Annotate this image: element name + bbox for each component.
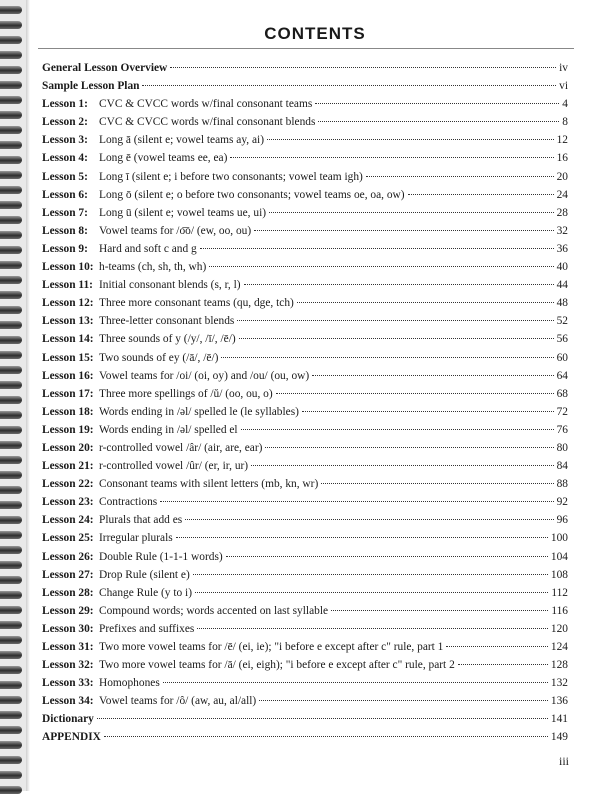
toc-entry — [42, 406, 568, 424]
entry-page-number: 132 — [550, 677, 568, 690]
entry-page-number: 100 — [550, 532, 568, 545]
entry-title: Vowel teams for /o͞o/ (ew, oo, ou) — [99, 224, 252, 237]
lesson-number: Lesson 6: — [42, 188, 88, 201]
binding-coil — [0, 81, 22, 89]
entry-page-number: 8 — [562, 116, 568, 129]
toc-entry — [42, 424, 568, 442]
lesson-number: Lesson 16: — [42, 369, 94, 382]
binding-coil — [0, 681, 22, 689]
binding-coil — [0, 741, 22, 749]
toc-entry — [42, 297, 568, 315]
binding-coil — [0, 576, 22, 584]
lesson-number: Lesson 14: — [42, 333, 94, 346]
lesson-number: Lesson 15: — [42, 351, 94, 364]
entry-page-number: 68 — [556, 387, 568, 400]
entry-title: APPENDIX — [42, 731, 101, 744]
binding-coil — [0, 501, 22, 509]
toc-entry — [42, 152, 568, 170]
entry-title: Three more consonant teams (qu, dge, tch) — [99, 297, 294, 310]
entry-page-number: iv — [559, 62, 568, 74]
dot-leader — [458, 664, 548, 665]
binding-coil — [0, 96, 22, 104]
entry-page-number: 80 — [556, 441, 568, 454]
lesson-number: Lesson 19: — [42, 423, 94, 436]
entry-title: Hard and soft c and g — [99, 242, 197, 255]
dot-leader — [142, 85, 556, 86]
lesson-number: Lesson 12: — [42, 297, 94, 310]
entry-page-number: 108 — [550, 568, 568, 581]
toc-entry — [42, 551, 568, 569]
entry-page-number: 32 — [556, 224, 568, 237]
binding-coil — [0, 456, 22, 464]
toc-entry — [42, 352, 568, 370]
lesson-number: Lesson 20: — [42, 441, 94, 454]
lesson-number: Lesson 29: — [42, 604, 94, 617]
binding-coil — [0, 141, 22, 149]
lesson-number: Lesson 31: — [42, 641, 94, 653]
binding-coil — [0, 531, 22, 539]
binding-coil — [0, 66, 22, 74]
binding-coil — [0, 381, 22, 389]
entry-title: Sample Lesson Plan — [42, 80, 140, 93]
binding-coil — [0, 711, 22, 719]
toc-entry — [42, 243, 568, 261]
entry-title: h-teams (ch, sh, th, wh) — [99, 261, 207, 274]
entry-page-number: vi — [559, 80, 568, 93]
entry-title: Dictionary — [42, 713, 94, 726]
entry-page-number: 4 — [562, 98, 568, 111]
dot-leader — [321, 483, 553, 484]
binding-coil — [0, 351, 22, 359]
entry-title: Two more vowel teams for /ā/ (ei, eigh); "i before e except after c" rule, part 2 — [99, 659, 455, 672]
entry-title: Long ū (silent e; vowel teams ue, ui) — [99, 206, 267, 219]
toc-entry — [42, 116, 568, 134]
dot-leader — [239, 338, 554, 339]
entry-page-number: 48 — [556, 297, 568, 310]
entry-page-number: 136 — [550, 695, 568, 708]
toc-entry — [42, 460, 568, 478]
entry-title: Compound words; words accented on last syllable — [99, 604, 329, 617]
dot-leader — [297, 302, 554, 303]
dot-leader — [97, 718, 548, 719]
entry-page-number: 36 — [556, 242, 568, 255]
binding-coil — [0, 246, 22, 254]
binding-coil — [0, 546, 22, 554]
entry-title: Homophones — [99, 677, 160, 690]
binding-coil — [0, 516, 22, 524]
binding-coil — [0, 36, 22, 44]
lesson-number: Lesson 27: — [42, 568, 94, 581]
binding-coil — [0, 6, 22, 14]
entry-title: Three-letter consonant blends — [99, 315, 235, 328]
toc-entry — [42, 171, 568, 189]
toc-entry — [42, 695, 568, 713]
dot-leader — [200, 248, 554, 249]
dot-leader — [195, 592, 548, 593]
lesson-number: Lesson 30: — [42, 622, 94, 635]
title-rule — [38, 48, 574, 49]
lesson-number: Lesson 28: — [42, 586, 94, 599]
lesson-number: Lesson 21: — [42, 460, 94, 473]
binding-coil — [0, 666, 22, 674]
dot-leader — [267, 139, 554, 140]
dot-leader — [259, 700, 548, 701]
toc-entry — [42, 315, 568, 333]
dot-leader — [163, 682, 548, 683]
toc-entry — [42, 514, 568, 532]
dot-leader — [221, 357, 553, 358]
toc-entry — [42, 388, 568, 406]
dot-leader — [241, 429, 554, 430]
binding-coil — [0, 696, 22, 704]
entry-page-number: 88 — [556, 478, 568, 491]
entry-title: Long ī (silent e; i before two consonants; vowel team igh) — [99, 170, 363, 183]
entry-title: Initial consonant blends (s, r, l) — [99, 279, 241, 292]
entry-title: Two more vowel teams for /ē/ (ei, ie); "i before e except after c" rule, part 1 — [99, 641, 444, 653]
binding-coil — [0, 21, 22, 29]
dot-leader — [302, 411, 554, 412]
binding-coil — [0, 786, 22, 794]
binding-coil — [0, 261, 22, 269]
dot-leader — [254, 230, 553, 231]
entry-page-number: 20 — [556, 170, 568, 183]
binding-coil — [0, 726, 22, 734]
entry-title: Long ā (silent e; vowel teams ay, ai) — [99, 134, 265, 147]
binding-coil — [0, 306, 22, 314]
lesson-number: Lesson 13: — [42, 315, 94, 328]
entry-page-number: 92 — [556, 496, 568, 509]
entry-title: Contractions — [99, 496, 158, 509]
entry-page-number: 141 — [550, 713, 568, 726]
lesson-number: Lesson 25: — [42, 532, 94, 545]
entry-page-number: 44 — [556, 279, 568, 292]
toc-entry — [42, 189, 568, 207]
toc-entry — [42, 62, 568, 80]
dot-leader — [446, 646, 548, 647]
lesson-number: Lesson 17: — [42, 387, 94, 400]
toc-entry — [42, 225, 568, 243]
entry-page-number: 116 — [551, 604, 568, 617]
lesson-number: Lesson 8: — [42, 224, 88, 237]
dot-leader — [366, 176, 554, 177]
binding-coil — [0, 291, 22, 299]
dot-leader — [170, 67, 556, 68]
binding-coil — [0, 606, 22, 614]
binding-coil — [0, 201, 22, 209]
entry-title: Three more spellings of /ŭ/ (oo, ou, o) — [99, 387, 273, 400]
entry-page-number: 72 — [556, 405, 568, 418]
entry-title: Double Rule (1-1-1 words) — [99, 550, 223, 563]
entry-title: Words ending in /əl/ spelled el — [99, 423, 238, 436]
binding-coil — [0, 51, 22, 59]
toc-entry — [42, 80, 568, 98]
binding-coil — [0, 426, 22, 434]
binding-coil — [0, 636, 22, 644]
binding-coil — [0, 561, 22, 569]
entry-title: Vowel teams for /ô/ (aw, au, al/all) — [99, 695, 257, 708]
lesson-number: Lesson 22: — [42, 478, 94, 491]
lesson-number: Lesson 23: — [42, 496, 94, 509]
dot-leader — [197, 628, 548, 629]
entry-page-number: 16 — [556, 152, 568, 165]
binding-coil — [0, 366, 22, 374]
lesson-number: Lesson 3: — [42, 134, 88, 147]
lesson-number: Lesson 9: — [42, 242, 88, 255]
entry-page-number: 24 — [556, 188, 568, 201]
entry-title: r-controlled vowel /ûr/ (er, ir, ur) — [99, 460, 249, 473]
entry-page-number: 112 — [551, 586, 568, 599]
binding-coil — [0, 471, 22, 479]
entry-title: Prefixes and suffixes — [99, 622, 195, 635]
dot-leader — [104, 736, 548, 737]
dot-leader — [251, 465, 554, 466]
toc-entry — [42, 496, 568, 514]
binding-coil — [0, 411, 22, 419]
entry-title: Two sounds of ey (/ā/, /ē/) — [99, 351, 219, 364]
binding-coil — [0, 441, 22, 449]
binding-coil — [0, 126, 22, 134]
lesson-number: Lesson 4: — [42, 152, 88, 165]
entry-title: r-controlled vowel /âr/ (air, are, ear) — [99, 441, 263, 454]
toc-entry — [42, 605, 568, 623]
entry-title: CVC & CVCC words w/final consonant blends — [99, 116, 316, 129]
entry-page-number: 76 — [556, 423, 568, 436]
lesson-number: Lesson 2: — [42, 116, 88, 129]
entry-page-number: 64 — [556, 369, 568, 382]
spiral-binding — [0, 0, 26, 791]
entry-title: Irregular plurals — [99, 532, 173, 545]
binding-coil — [0, 336, 22, 344]
entry-title: Change Rule (y to i) — [99, 586, 193, 599]
binding-coil — [0, 651, 22, 659]
dot-leader — [265, 447, 553, 448]
entry-title: Consonant teams with silent letters (mb, kn, wr) — [99, 478, 319, 491]
dot-leader — [185, 519, 553, 520]
binding-coil — [0, 111, 22, 119]
binding-coil — [0, 156, 22, 164]
dot-leader — [160, 501, 553, 502]
lesson-number: Lesson 33: — [42, 677, 94, 690]
entry-title: Long ō (silent e; o before two consonants; vowel teams oe, oa, ow) — [99, 188, 405, 201]
lesson-number: Lesson 26: — [42, 550, 94, 563]
dot-leader — [244, 284, 554, 285]
lesson-number: Lesson 7: — [42, 206, 88, 219]
binding-coil — [0, 231, 22, 239]
binding-coil — [0, 216, 22, 224]
toc-entry — [42, 659, 568, 677]
binding-coil — [0, 591, 22, 599]
dot-leader — [276, 393, 554, 394]
entry-page-number: 84 — [556, 460, 568, 473]
toc-entry — [42, 134, 568, 152]
toc-entry — [42, 713, 568, 731]
entry-page-number: 40 — [556, 261, 568, 274]
entry-title: CVC & CVCC words w/final consonant teams — [99, 98, 313, 111]
toc-entry — [42, 623, 568, 641]
toc-entry — [42, 569, 568, 587]
dot-leader — [209, 266, 553, 267]
entry-page-number: 149 — [550, 731, 568, 744]
toc-entry — [42, 370, 568, 388]
entry-page-number: 120 — [550, 622, 568, 635]
toc-entry — [42, 532, 568, 550]
dot-leader — [230, 157, 553, 158]
dot-leader — [269, 212, 554, 213]
page-title: CONTENTS — [264, 24, 366, 43]
entry-page-number: 56 — [556, 333, 568, 346]
dot-leader — [176, 537, 548, 538]
lesson-number: Lesson 18: — [42, 405, 94, 418]
toc-entry — [42, 478, 568, 496]
binding-coil — [0, 771, 22, 779]
lesson-number: Lesson 32: — [42, 659, 94, 672]
entry-page-number: 12 — [556, 134, 568, 147]
binding-coil — [0, 321, 22, 329]
dot-leader — [408, 194, 554, 195]
entry-page-number: 124 — [550, 641, 568, 653]
dot-leader — [318, 121, 559, 122]
toc-entry — [42, 98, 568, 116]
binding-coil — [0, 171, 22, 179]
dot-leader — [226, 556, 548, 557]
dot-leader — [312, 375, 553, 376]
entry-title: Plurals that add es — [99, 514, 183, 527]
entry-title: Words ending in /əl/ spelled le (le syllables) — [99, 405, 299, 418]
binding-coil — [0, 186, 22, 194]
binding-coil — [0, 486, 22, 494]
toc-entry — [42, 261, 568, 279]
lesson-number: Lesson 34: — [42, 695, 94, 708]
binding-coil — [0, 276, 22, 284]
entry-title: Drop Rule (silent e) — [99, 568, 190, 581]
dot-leader — [237, 320, 553, 321]
entry-page-number: 96 — [556, 514, 568, 527]
lesson-number: Lesson 11: — [42, 279, 93, 292]
entry-title: Vowel teams for /oi/ (oi, oy) and /ou/ (ou, ow) — [99, 369, 310, 382]
binding-coil — [0, 396, 22, 404]
entry-title: Three sounds of y (/y/, /ī/, /ē/) — [99, 333, 236, 346]
dot-leader — [315, 103, 559, 104]
toc-entry — [42, 207, 568, 225]
toc-entry — [42, 641, 568, 659]
entry-title: General Lesson Overview — [42, 62, 168, 74]
toc-entry — [42, 333, 568, 351]
lesson-number: Lesson 5: — [42, 170, 88, 183]
entry-page-number: 104 — [550, 550, 568, 563]
toc-entry — [42, 731, 568, 749]
lesson-number: Lesson 1: — [42, 98, 88, 111]
entry-title: Long ē (vowel teams ee, ea) — [99, 152, 228, 165]
lesson-number: Lesson 24: — [42, 514, 94, 527]
toc-entry — [42, 279, 568, 297]
toc-entry — [42, 677, 568, 695]
entry-page-number: 60 — [556, 351, 568, 364]
dot-leader — [331, 610, 548, 611]
page-number: iii — [558, 754, 569, 768]
entry-page-number: 28 — [556, 206, 568, 219]
lesson-number: Lesson 10: — [42, 261, 94, 274]
dot-leader — [193, 574, 548, 575]
binding-coil — [0, 621, 22, 629]
toc-entry — [42, 587, 568, 605]
page-edge-shadow — [26, 0, 30, 791]
binding-coil — [0, 756, 22, 764]
entry-page-number: 128 — [550, 659, 568, 672]
entry-page-number: 52 — [556, 315, 568, 328]
toc-entry — [42, 442, 568, 460]
table-of-contents — [42, 62, 568, 750]
